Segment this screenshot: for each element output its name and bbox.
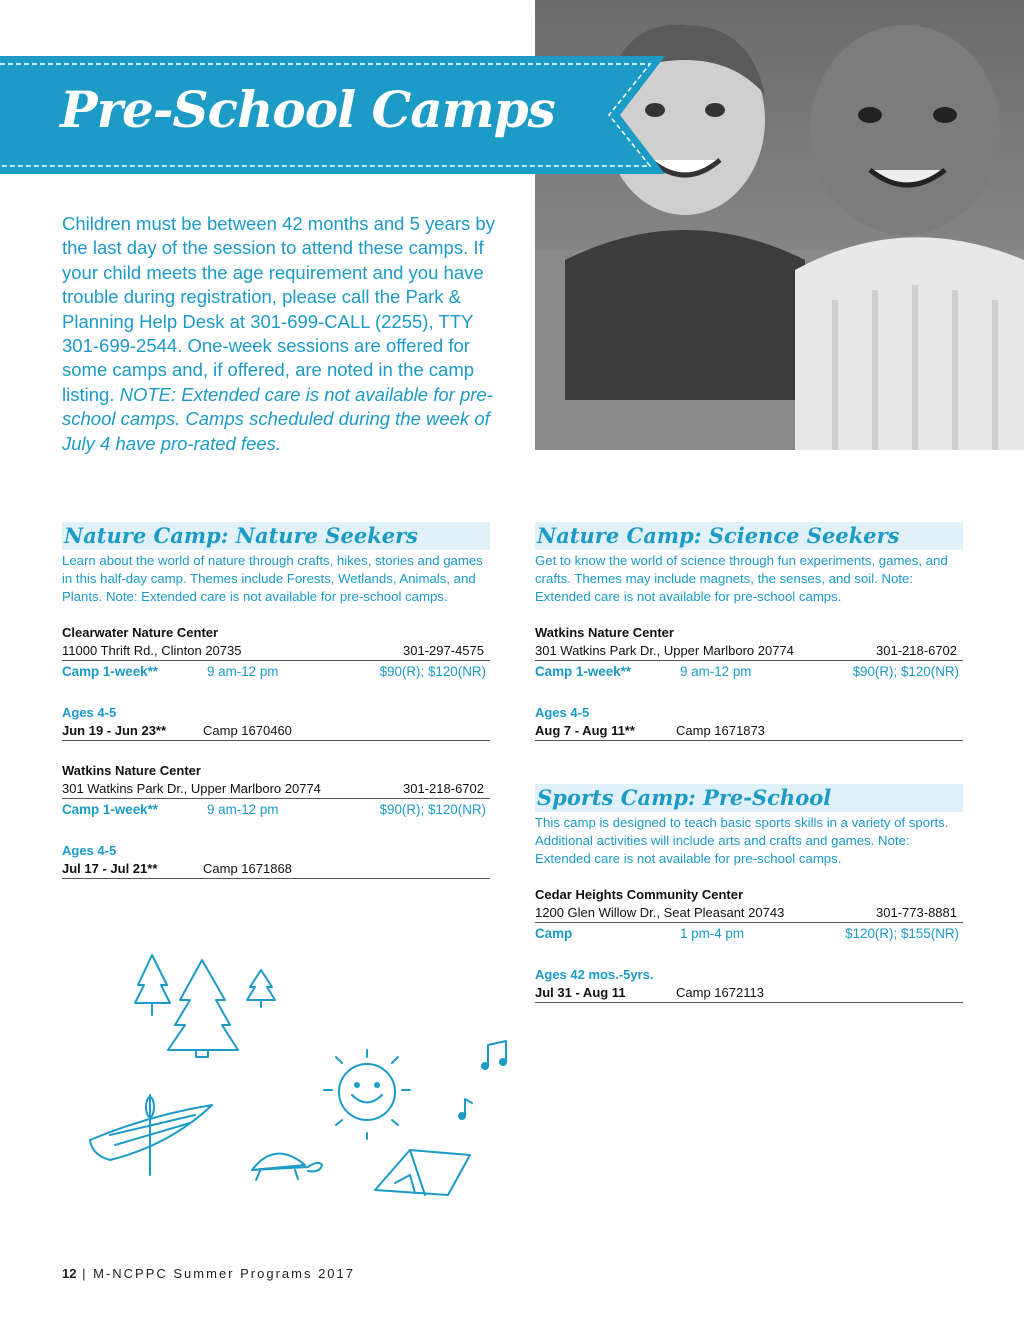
footer-text: M-NCPPC Summer Programs 2017 xyxy=(93,1266,355,1281)
page-number: 12 xyxy=(62,1266,77,1281)
section-header xyxy=(535,522,963,550)
address: 301 Watkins Park Dr., Upper Marlboro 20774 xyxy=(535,643,794,658)
canoe-icon xyxy=(90,1095,212,1175)
date-row xyxy=(62,860,490,879)
location-block xyxy=(62,624,490,741)
camp-row xyxy=(535,924,963,944)
address-row xyxy=(535,904,963,923)
camp-code: Camp 1671868 xyxy=(203,861,292,876)
camp-row xyxy=(62,662,490,682)
address: 11000 Thrift Rd., Clinton 20735 xyxy=(62,643,242,658)
intro-paragraph xyxy=(62,212,502,456)
camp-fee: $90(R); $120(NR) xyxy=(852,664,959,679)
location-name: Watkins Nature Center xyxy=(62,763,201,778)
section-title: Nature Camp: Nature Seekers xyxy=(64,523,418,548)
page-title: Pre-School Camps xyxy=(60,80,555,139)
sun-icon xyxy=(324,1050,410,1139)
music-note-icon xyxy=(459,1041,506,1119)
camp-time: 9 am-12 pm xyxy=(680,664,752,679)
camp-doodles-illustration xyxy=(80,945,520,1235)
section-nature-seekers xyxy=(62,522,490,879)
date-row xyxy=(535,984,963,1003)
ages-label: Ages 4-5 xyxy=(535,705,590,720)
section-header xyxy=(62,522,490,550)
intro-note: NOTE: Extended care is not available for pre-school camps. Camps scheduled during the week of July 4 have pro-rated fees. xyxy=(62,383,493,454)
camp-type: Camp xyxy=(535,926,573,941)
camp-dates: Jul 31 - Aug 11 xyxy=(535,985,626,1000)
phone: 301-218-6702 xyxy=(403,781,484,796)
camp-dates: Aug 7 - Aug 11** xyxy=(535,723,635,738)
section-header xyxy=(535,784,963,812)
camp-type: Camp 1-week** xyxy=(62,802,159,817)
camp-type: Camp 1-week** xyxy=(535,664,632,679)
section-science-seekers xyxy=(535,522,963,741)
phone: 301-297-4575 xyxy=(403,643,484,658)
section-description: Get to know the world of science through fun experiments, games, and crafts. Themes may include magnets, the senses, and soil. Note: Extended care is not available for pre-school camps. xyxy=(535,553,948,604)
address-row xyxy=(62,780,490,799)
date-row xyxy=(62,722,490,741)
camp-code: Camp 1670460 xyxy=(203,723,292,738)
location-name: Cedar Heights Community Center xyxy=(535,887,744,902)
tree-icon xyxy=(135,955,170,1015)
camp-fee: $90(R); $120(NR) xyxy=(379,802,486,817)
camp-fee: $90(R); $120(NR) xyxy=(379,664,486,679)
date-row xyxy=(535,722,963,741)
address: 1200 Glen Willow Dr., Seat Pleasant 20743 xyxy=(535,905,785,920)
camp-row xyxy=(535,662,963,682)
camp-fee: $120(R); $155(NR) xyxy=(845,926,959,941)
section-description: Learn about the world of nature through crafts, hikes, stories and games in this half-day camp. Themes include Forests, Wetlands, Animals, and Plants. Note: Extended care is not available for pre-school camps. xyxy=(62,553,483,604)
camp-code: Camp 1672113 xyxy=(676,985,764,1000)
ages-label: Ages 4-5 xyxy=(62,705,117,720)
camp-dates: Jun 19 - Jun 23** xyxy=(62,723,167,738)
turtle-icon xyxy=(252,1154,322,1180)
camp-time: 9 am-12 pm xyxy=(207,802,279,817)
location-block xyxy=(535,886,963,1003)
page-footer xyxy=(62,1266,355,1281)
camp-row xyxy=(62,800,490,820)
location-block xyxy=(62,762,490,879)
section-title: Sports Camp: Pre-School xyxy=(537,785,832,810)
tree-icon xyxy=(168,960,238,1057)
ages-label: Ages 42 mos.-5yrs. xyxy=(535,967,654,982)
section-description: This camp is designed to teach basic sports skills in a variety of sports. Additional activities will include arts and crafts and games. Note: Extended care is not available for pre-school camps. xyxy=(535,815,949,866)
section-title: Nature Camp: Science Seekers xyxy=(537,523,900,548)
camp-time: 1 pm-4 pm xyxy=(680,926,744,941)
camp-code: Camp 1671873 xyxy=(676,723,765,738)
tent-icon xyxy=(375,1150,470,1195)
location-block xyxy=(535,624,963,741)
address-row xyxy=(535,642,963,661)
address-row xyxy=(62,642,490,661)
tree-icon xyxy=(247,970,275,1007)
camp-time: 9 am-12 pm xyxy=(207,664,279,679)
phone: 301-218-6702 xyxy=(876,643,957,658)
camp-dates: Jul 17 - Jul 21** xyxy=(62,861,158,876)
ages-label: Ages 4-5 xyxy=(62,843,117,858)
section-sports-camp xyxy=(535,784,963,1003)
location-name: Clearwater Nature Center xyxy=(62,625,219,640)
phone: 301-773-8881 xyxy=(876,905,957,920)
location-name: Watkins Nature Center xyxy=(535,625,674,640)
intro-text: Children must be between 42 months and 5 years by the last day of the session to attend these camps. If your child meets the age requirement and you have trouble during registration, please call the Park & Planning Help Desk at 301-699-CALL (2255), TTY 301-699-2544. One-week sessions are offered for some camps and, if offered, are noted in the camp listing. xyxy=(62,213,495,405)
footer-separator: | xyxy=(82,1266,88,1281)
camp-type: Camp 1-week** xyxy=(62,664,159,679)
address: 301 Watkins Park Dr., Upper Marlboro 20774 xyxy=(62,781,321,796)
